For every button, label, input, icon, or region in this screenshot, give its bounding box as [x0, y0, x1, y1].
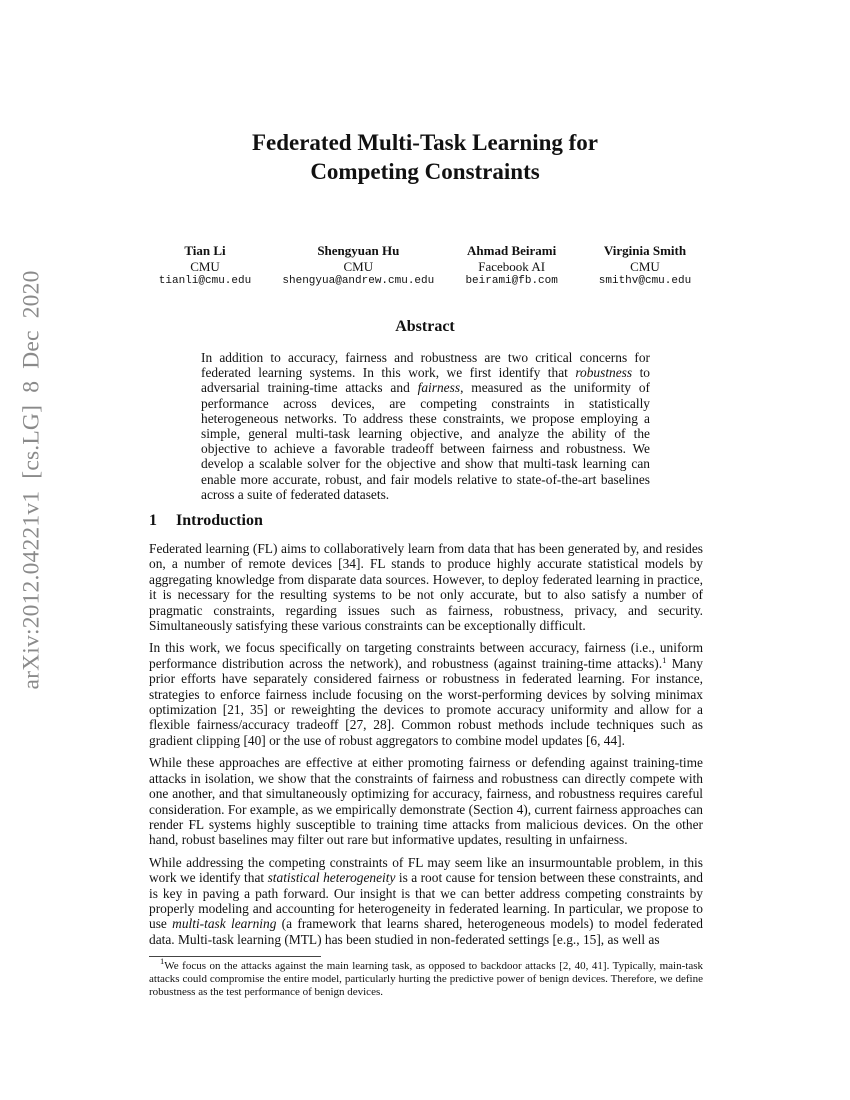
author-1 [150, 243, 260, 290]
section-title: Introduction [176, 512, 263, 529]
paragraph-text: In this work, we focus specifically on targeting constraints between accuracy, fairness (i.e., uniform performance distribution across the network), and robustness (against training-time attacks). [149, 640, 703, 671]
footnote-text: We focus on the attacks against the main learning task, as opposed to backdoor attacks [2, 40, 41]. Typically, main-task attacks could compromise the entire model, particularly hurting the predictive power of benign devices. Therefore, we define robustness as the test performance of benign devices. [149, 960, 703, 999]
intro-paragraph-1: Federated learning (FL) aims to collaboratively learn from data that has been generated by, and resides on, a number of remote devices [34]. FL stands to produce highly accurate statistical models by aggregating knowledge from disparate data sources. However, to deploy federated learning in practice, it is necessary for the resulting systems to be not only accurate, but to also satisfy a number of pragmatic constraints, regarding issues such as fairness, robustness, privacy, and security. Simultaneously satisfying these various constraints can be exceptionally difficult. [149, 541, 703, 634]
paragraph-emphasis: multi-task learning [172, 916, 277, 932]
abstract-text-part: , measured as the uniformity of performance across devices, are competing constraints in statistically heterogeneous networks. To address these constraints, we propose employing a simple, general multi-task learning objective, and analyze the ability of the objective to achieve a favorable tradeoff between fairness and robustness. We develop a scalable solver for the objective and show that multi-task learning can enable more accurate, robust, and fair models relative to state-of-the-art baselines across a suite of federated datasets. [201, 380, 651, 502]
section-number: 1 [149, 512, 157, 529]
intro-paragraph-2 [149, 640, 703, 748]
abstract-text-part: to adversarial training-time attacks and [201, 365, 650, 396]
author-email: shengyua@andrew.cmu.edu [282, 275, 435, 287]
paper-title [0, 128, 850, 186]
introduction-body [149, 541, 703, 954]
arxiv-identifier-text: arXiv:2012.04221v1 [cs.LG] 8 Dec 2020 [18, 270, 45, 690]
author-4 [580, 243, 710, 290]
section-heading-introduction [149, 512, 263, 530]
author-email: smithv@cmu.edu [598, 275, 692, 287]
author-name: Shengyuan Hu [317, 243, 400, 258]
author-name: Tian Li [184, 243, 226, 258]
paragraph-text: is a root cause for tension between these constraints, and is key in paving a path forward. Our insight is that we can better address competing constraints by properly modeling and accounting for heterogeneity in federated learning. In particular, we propose to use [149, 870, 703, 932]
author-block [150, 243, 710, 290]
paragraph-text: (a framework that learns shared, heterogeneous models) to model federated data. Multi-task learning (MTL) has been studied in non-federated settings [e.g., 15], as well as [149, 916, 704, 947]
author-affiliation: CMU [190, 258, 220, 274]
intro-paragraph-3: While these approaches are effective at either promoting fairness or defending against training-time attacks in isolation, we show that the constraints of fairness and robustness can directly compete with one another, and that simultaneously optimizing for accuracy, fairness, and robustness requires careful consideration. For example, as we empirically demonstrate (Section 4), current fairness approaches can render FL systems highly susceptible to training time attacks from malicious devices. On the other hand, robust baselines may filter out rare but informative updates, resulting in unfairness. [149, 755, 703, 848]
footnote-divider [149, 956, 321, 957]
title-line-2: Competing Constraints [310, 159, 540, 184]
footnote-reference[interactable]: 1 [662, 654, 667, 665]
author-affiliation: CMU [630, 258, 660, 274]
title-line-1: Federated Multi-Task Learning for [251, 130, 599, 155]
arxiv-identifier-stamp [12, 270, 52, 690]
author-affiliation: CMU [343, 258, 374, 274]
footnote-mark: 1 [160, 956, 165, 966]
paragraph-text: Many prior efforts have separately considered fairness or robustness in federated learning. For instance, strategies to enforce fairness include focusing on the worst-performing devices by solving minimax optimization [21, 35] or reweighting the devices to promote accuracy uniformity and allow for a flexible fairness/accuracy tradeoff [27, 28]. Common robust methods include techniques such as gradient clipping [40] or the use of robust aggregators to combine model updates [6, 44]. [149, 655, 703, 748]
author-3 [457, 243, 567, 290]
abstract-emphasis: robustness [575, 365, 633, 381]
abstract-text-part: In addition to accuracy, fairness and robustness are two critical concerns for federated learning systems. In this work, we first identify that [201, 350, 650, 381]
abstract-text [201, 350, 650, 502]
author-email: tianli@cmu.edu [158, 275, 252, 287]
author-email: beirami@fb.com [465, 275, 558, 287]
abstract-emphasis: fairness [417, 380, 461, 396]
author-name: Virginia Smith [603, 243, 687, 258]
footnote-1 [149, 956, 703, 1000]
paragraph-emphasis: statistical heterogeneity [267, 870, 396, 886]
author-affiliation: Facebook AI [478, 258, 546, 274]
intro-paragraph-4 [149, 855, 703, 947]
author-name: Ahmad Beirami [467, 243, 557, 258]
author-2 [273, 243, 443, 290]
abstract-heading: Abstract [395, 318, 455, 335]
paragraph-text: While addressing the competing constraints of FL may seem like an insurmountable problem, in this work we identify that [149, 854, 703, 886]
